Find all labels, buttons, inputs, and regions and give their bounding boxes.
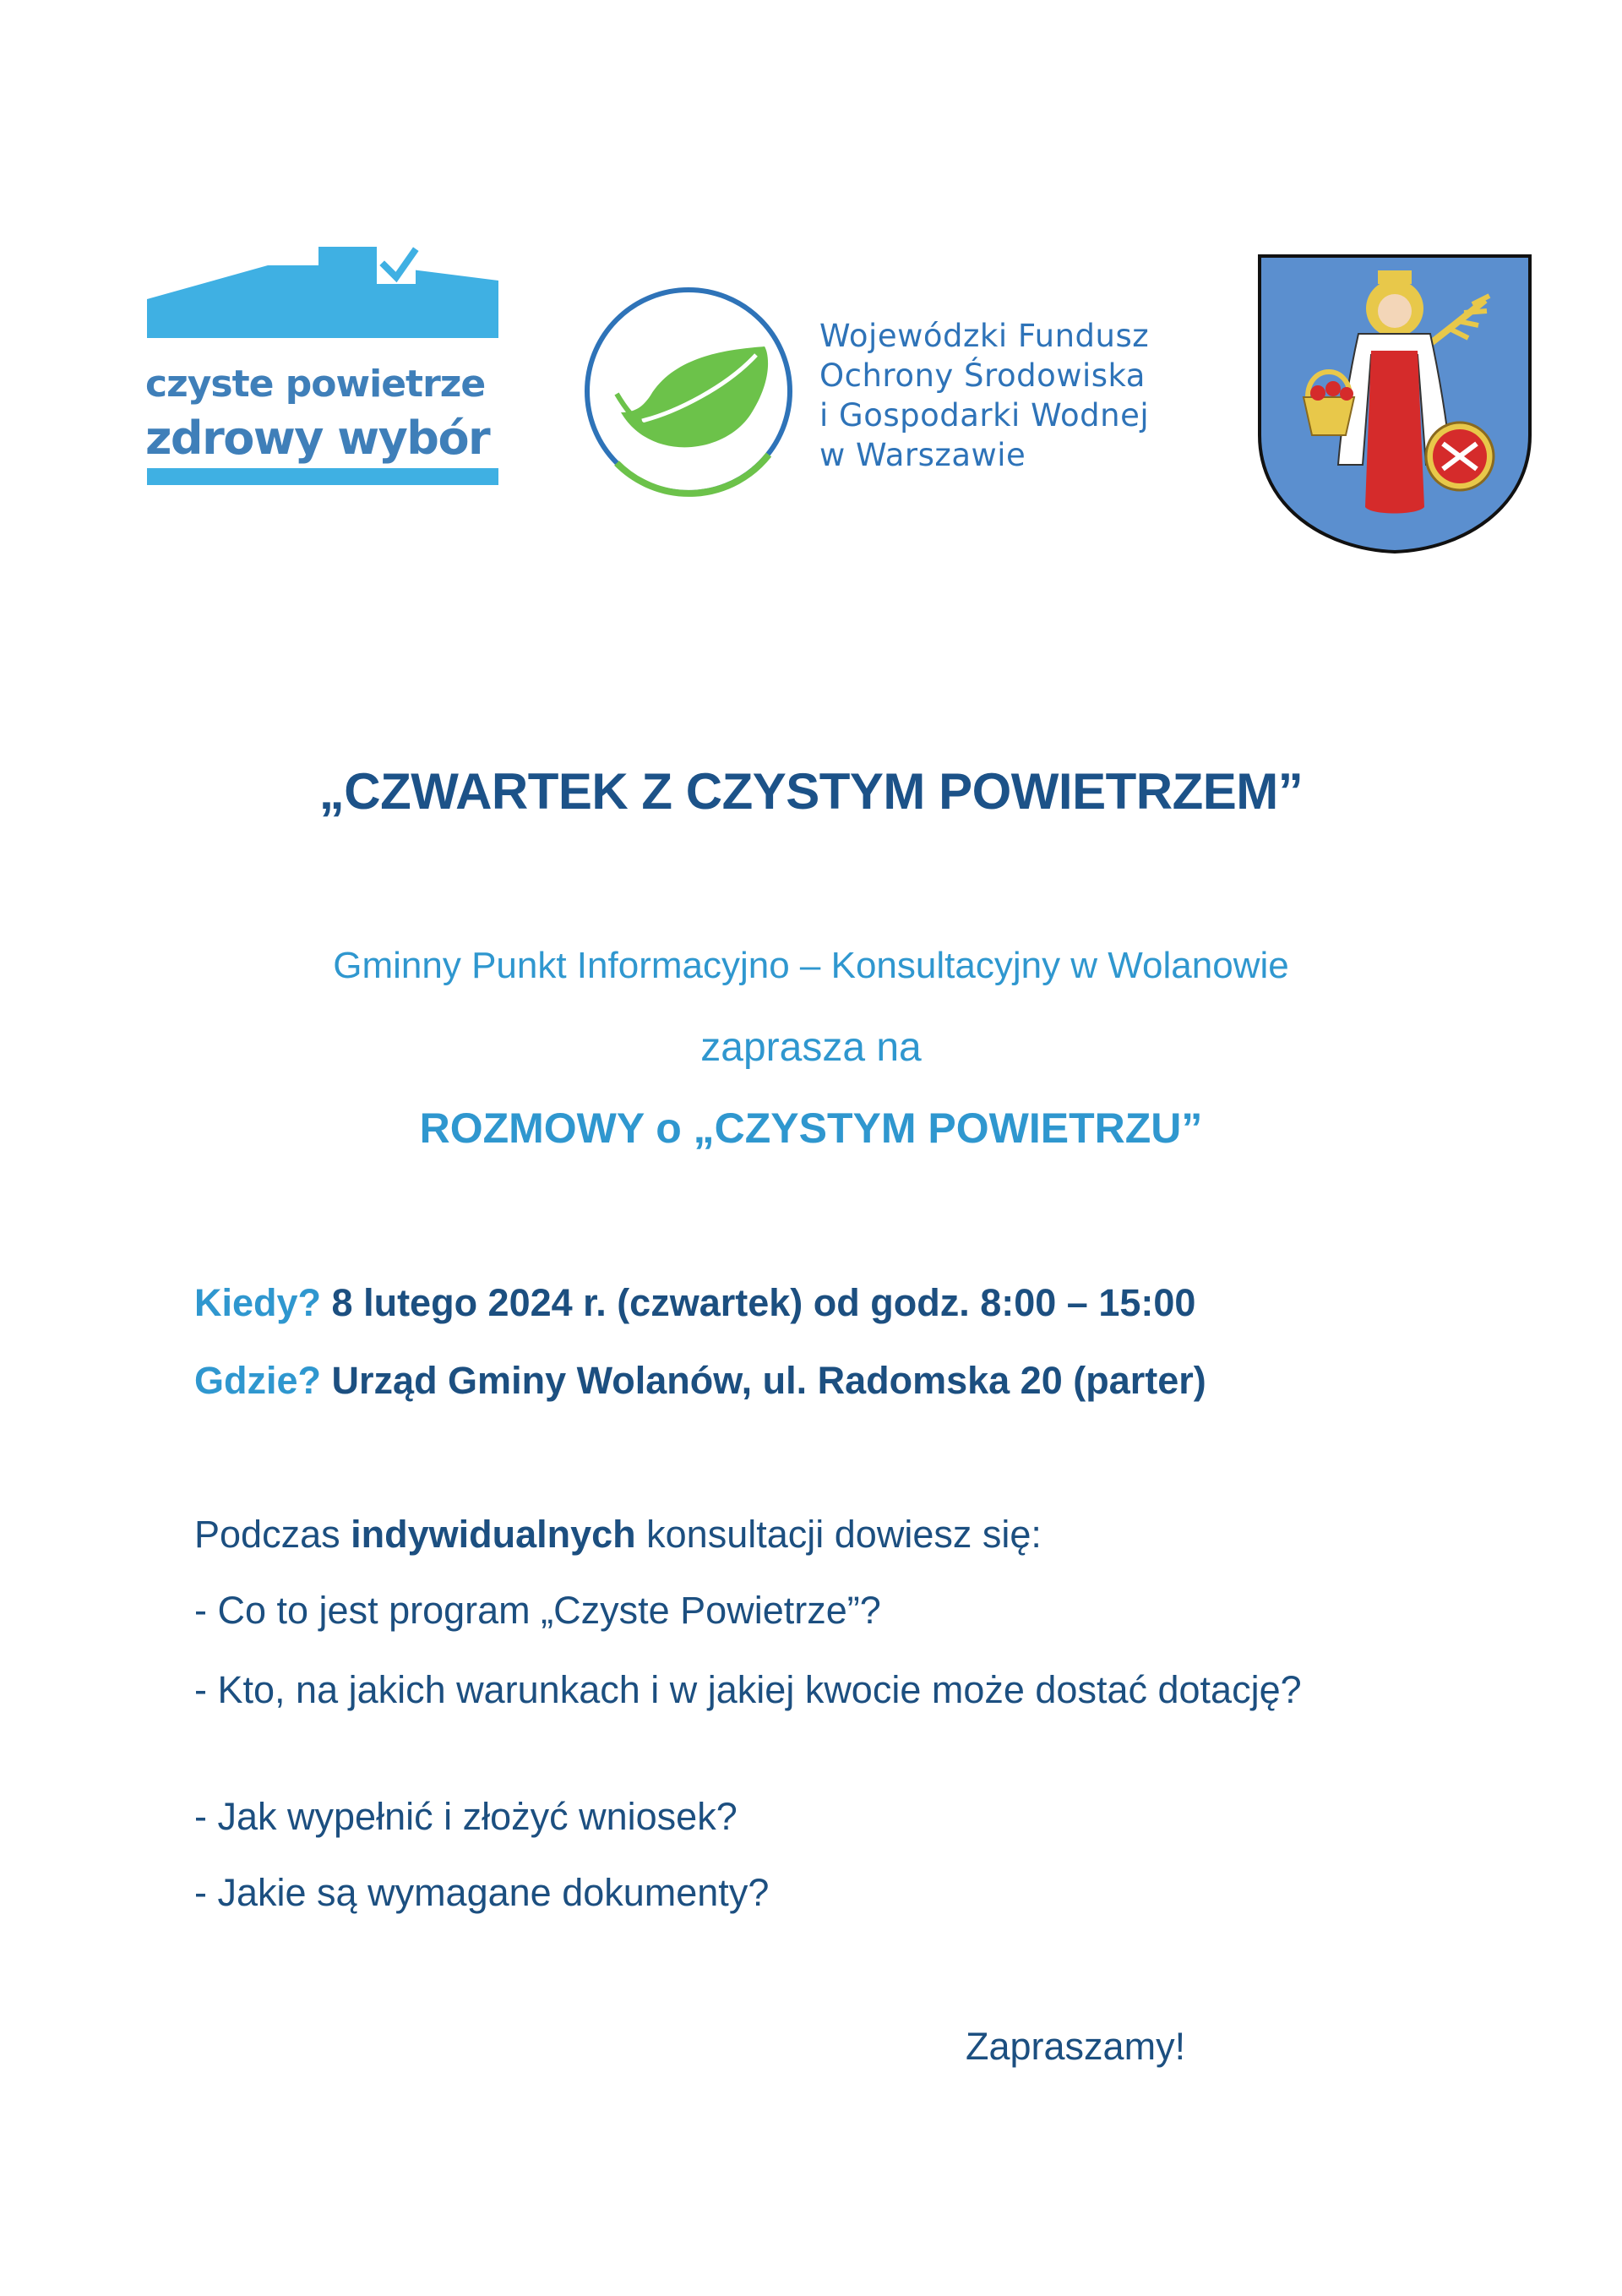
leaf-circle-icon — [583, 286, 794, 497]
where-line — [194, 1359, 1206, 1403]
wfosigw-line-1: Wojewódzki Fundusz — [819, 318, 1150, 354]
question-item: - Jak wypełnić i złożyć wniosek? — [194, 1795, 738, 1838]
organizer-line: Gminny Punkt Informacyjno – Konsultacyjny w Wolanowie — [333, 945, 1289, 986]
where-label: Gdzie? — [194, 1359, 322, 1402]
intro-before: Podczas — [194, 1513, 351, 1556]
intro-bold: indywidualnych — [351, 1513, 636, 1556]
intro-line — [194, 1513, 1042, 1557]
closing-line: Zapraszamy! — [966, 2025, 1186, 2068]
intro-after: konsultacji dowiesz się: — [635, 1513, 1042, 1556]
question-item: - Kto, na jakich warunkach i w jakiej kwocie może dostać dotację? — [194, 1668, 1302, 1711]
wfosigw-line-3: i Gospodarki Wodnej — [819, 397, 1150, 434]
wfosigw-line-2: Ochrony Środowiska — [819, 357, 1146, 394]
invite-line: zaprasza na — [700, 1025, 922, 1070]
wfosigw-line-4: w Warszawie — [819, 437, 1026, 473]
czyste-powietrze-logo — [145, 247, 500, 487]
coat-of-arms-icon — [1257, 254, 1532, 554]
where-value: Urząd Gminy Wolanów, ul. Radomska 20 (parter) — [331, 1359, 1206, 1402]
page-title: „CZWARTEK Z CZYSTYM POWIETRZEM” — [318, 763, 1304, 820]
when-value: 8 lutego 2024 r. (czwartek) od godz. 8:00 – 15:00 — [331, 1281, 1196, 1324]
wfosigw-name — [819, 316, 1191, 475]
coat-of-arms — [1257, 254, 1532, 554]
logo-line-1: czyste powietrze — [145, 363, 486, 406]
when-label: Kiedy? — [194, 1281, 322, 1324]
question-item: - Co to jest program „Czyste Powietrze”? — [194, 1589, 881, 1632]
logo-line-2: zdrowy wybór — [145, 412, 490, 465]
wfosigw-logo — [583, 286, 794, 497]
when-line — [194, 1281, 1195, 1325]
topic-line: ROZMOWY o „CZYSTYM POWIETRZU” — [419, 1104, 1203, 1152]
question-item: - Jakie są wymagane dokumenty? — [194, 1871, 770, 1914]
